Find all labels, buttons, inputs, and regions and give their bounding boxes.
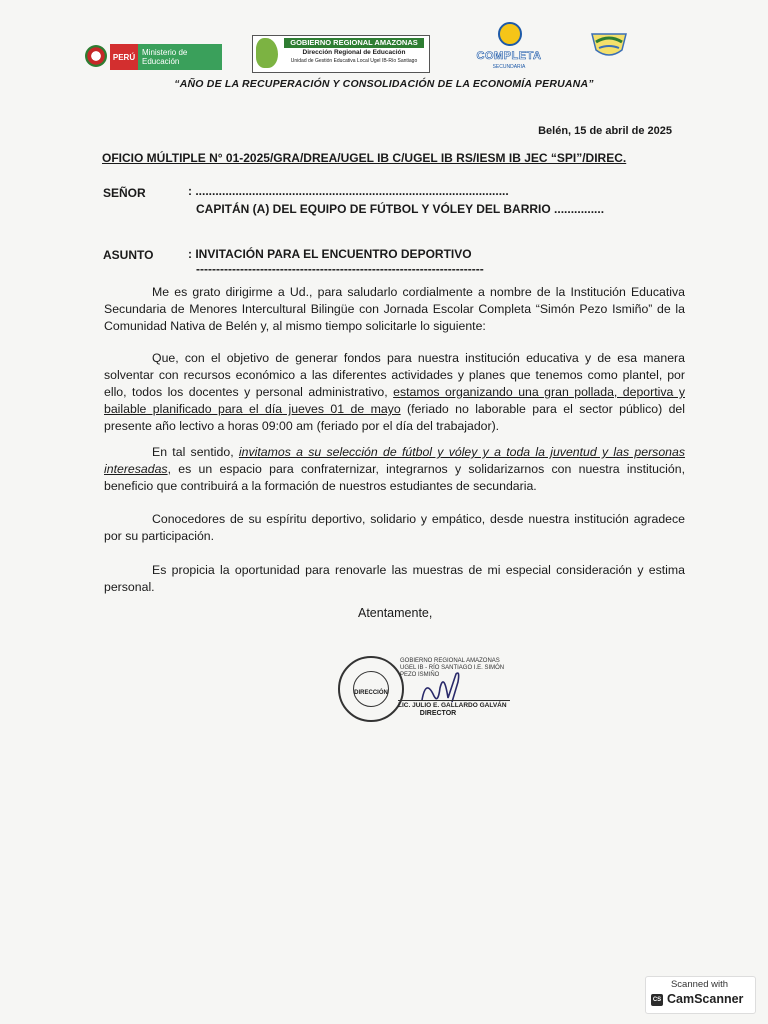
camscanner-icon-text: CS [652, 997, 662, 1003]
paragraph-invitation [104, 444, 685, 495]
gra-logo-title: GOBIERNO REGIONAL AMAZONAS [284, 38, 424, 48]
school-crest-icon [590, 30, 628, 60]
invitation-text-a: En tal sentido, [152, 445, 239, 459]
paragraph-objective [104, 350, 685, 435]
objective-text-highlight: estamos organizando una gran pollada, deportiva y bailable planificado para el día jueves 01 de mayo [104, 385, 685, 416]
invitation-text-b: , es un espacio para confraternizar, integrarnos y solidarizarnos con nuestra institución, beneficio que contribuirá a la formación de nuestros estudiantes de secundaria. [104, 462, 685, 493]
minedu-logo-text: Ministerio de Educación [142, 48, 188, 66]
paragraph-gratitude-text: Conocedores de su espíritu deportivo, solidario y empático, desde nuestra institución agradece por su participación. [104, 512, 685, 543]
camscanner-name: CamScanner [667, 992, 744, 1006]
camscanner-scanned-text: Scanned with [670, 979, 729, 990]
minedu-logo [138, 44, 222, 70]
year-motto: “AÑO DE LA RECUPERACIÓN Y CONSOLIDACIÓN DE LA ECONOMÍA PERUANA” [174, 78, 594, 90]
jec-logo-subtitle: SECUNDARIA [492, 64, 526, 70]
asunto-rule: ------------------------------------------------------------------------ [196, 262, 484, 276]
senor-label: SEÑOR [103, 186, 146, 200]
gra-logo-subtitle: Dirección Regional de Educación [302, 49, 406, 56]
seal-label: DIRECCIÓN [354, 690, 388, 696]
paragraph-greeting-text: Me es grato dirigirme a Ud., para saludarlo cordialmente a nombre de la Institución Educativa Secundaria de Menores Intercultural Bilingüe con Jornada Escolar Completa “Simón Pezo Ismiño” de la Comunidad Nativa de Belén y, al mismo tiempo solicitarle lo siguiente: [104, 285, 685, 333]
amazonas-map-icon [256, 38, 278, 68]
senor-dots: : .............................................................................................. [188, 184, 509, 198]
gra-logo-unit: Unidad de Gestión Educativa Local Ugel IB-Río Santiago [290, 58, 418, 64]
official-seal-inner [353, 671, 389, 707]
paragraph-gratitude [104, 511, 685, 545]
paragraph-invitation-text [104, 444, 685, 495]
paragraph-greeting [104, 284, 685, 335]
signature-stamp-text: GOBIERNO REGIONAL AMAZONAS UGEL IB - RÍO SANTIAGO I.E. SIMÓN PEZO ISMIÑO [400, 658, 505, 678]
objective-text-a: Que, con el objetivo de generar fondos para nuestra institución educativa y de esa manera solventar con recursos económico a las diferentes actividades y planes que tenemos como plantel, por ello, todos los docentes y personal administrativo, [104, 351, 685, 399]
senor-recipient: CAPITÁN (A) DEL EQUIPO DE FÚTBOL Y VÓLEY DEL BARRIO ............... [196, 202, 605, 216]
objective-text-b: (feriado no laborable para el sector público) del presente año lectivo a horas 09:00 am (feriado por el día del trabajador). [104, 402, 685, 433]
asunto-value: : INVITACIÓN PARA EL ENCUENTRO DEPORTIVO [188, 247, 472, 261]
signer-name: LIC. JULIO E. GALLARDO GALVÁN [398, 700, 510, 709]
paragraph-farewell-text: Es propicia la oportunidad para renovarle las muestras de mi especial consideración y estima personal. [104, 563, 685, 594]
peru-shield-icon [85, 45, 107, 67]
jec-clock-icon [498, 22, 522, 46]
peru-logo-text: PERÚ [112, 52, 136, 62]
peru-logo [110, 44, 138, 70]
letter-date: Belén, 15 de abril de 2025 [538, 125, 672, 137]
closing-salutation: Atentamente, [358, 606, 433, 620]
signer-role: DIRECTOR [419, 710, 457, 717]
jec-logo: COMPLETA [476, 50, 542, 62]
camscanner-icon [651, 994, 663, 1006]
oficio-reference: OFICIO MÚLTIPLE N° 01-2025/GRA/DREA/UGEL IB C/UGEL IB RS/IESM IB JEC “SPI”/DIREC. [102, 151, 627, 165]
asunto-label: ASUNTO [103, 248, 154, 262]
paragraph-objective-text [104, 350, 685, 435]
invitation-text-highlight: invitamos a su selección de fútbol y vóley y a toda la juventud y las personas interesadas [104, 445, 685, 476]
paragraph-farewell [104, 562, 685, 596]
